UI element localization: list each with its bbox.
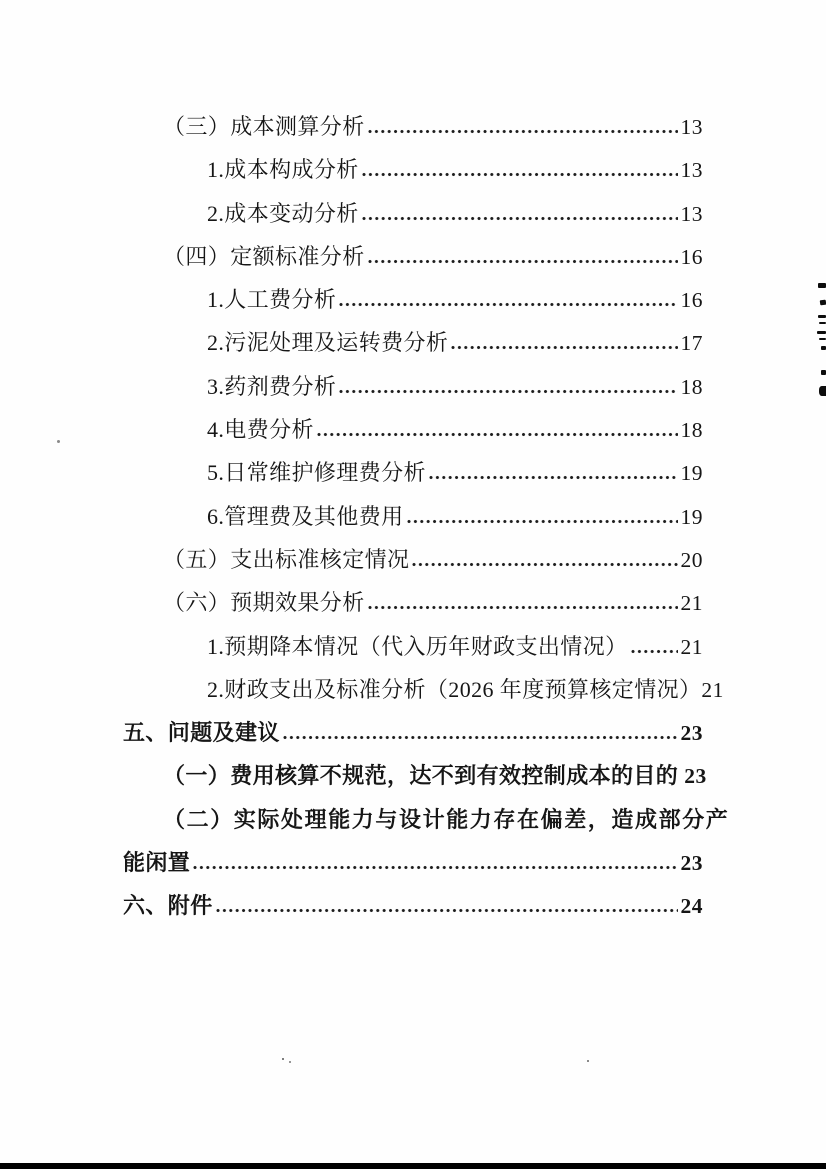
toc-entry-title: 3.药剂费分析 xyxy=(207,373,337,399)
dotted-leader xyxy=(362,216,678,221)
toc-row xyxy=(207,370,703,413)
dotted-leader xyxy=(339,302,677,307)
toc-row xyxy=(123,889,703,932)
toc-entry-title: 1.人工费分析 xyxy=(207,287,337,313)
toc-row xyxy=(207,456,703,499)
dotted-leader xyxy=(451,345,677,350)
toc-row xyxy=(207,673,724,716)
toc-entry-title: 5.日常维护修理费分析 xyxy=(207,460,426,486)
dotted-leader xyxy=(317,432,678,437)
toc-entry-title: 2.污泥处理及运转费分析 xyxy=(207,330,449,356)
toc-entry-title: 2.财政支出及标准分析（2026 年度预算核定情况） xyxy=(207,676,702,702)
scanner-bottom-bar xyxy=(0,1163,826,1169)
toc-entry-page-number: 21 xyxy=(680,591,703,616)
toc-row xyxy=(207,326,703,369)
scan-edge-mark-fragment xyxy=(820,300,826,306)
toc-row xyxy=(163,586,703,629)
table-of-contents xyxy=(123,110,730,933)
scan-noise-dot xyxy=(282,1058,284,1060)
toc-entry-title: （三）成本测算分析 xyxy=(163,114,365,139)
dotted-leader xyxy=(429,475,678,480)
toc-entry-page-number: 16 xyxy=(680,288,703,313)
toc-entry-title: （六）预期效果分析 xyxy=(163,590,365,616)
toc-entry-page-number: 19 xyxy=(680,504,703,529)
toc-row xyxy=(207,413,703,456)
dotted-leader xyxy=(368,605,678,610)
toc-entry-title: （一）费用核算不规范，达不到有效控制成本的目的 xyxy=(163,763,679,789)
toc-entry-title: 能闲置 xyxy=(123,850,191,876)
toc-row xyxy=(163,543,703,586)
dotted-leader xyxy=(339,389,677,394)
dotted-leader xyxy=(368,259,678,264)
dotted-leader xyxy=(631,649,678,654)
scan-edge-mark-fragment xyxy=(819,386,826,396)
toc-entry-page-number: 13 xyxy=(680,158,703,183)
toc-entry-page-number: 18 xyxy=(680,418,703,443)
scan-edge-mark-fragment xyxy=(818,315,826,318)
dotted-leader xyxy=(362,172,678,177)
scan-edge-mark-fragment xyxy=(818,283,826,288)
scan-edge-mark-fragment xyxy=(817,331,826,334)
toc-entry-page-number: 23 xyxy=(680,721,703,746)
toc-entry-title: 4.电费分析 xyxy=(207,417,314,443)
toc-row xyxy=(207,153,703,196)
dotted-leader xyxy=(283,735,678,740)
toc-entry-title: 6.管理费及其他费用 xyxy=(207,503,404,529)
toc-row xyxy=(163,759,707,802)
toc-entry-title: 六、附件 xyxy=(123,893,213,919)
toc-entry-page-number: 21 xyxy=(680,634,703,659)
scan-noise-dot xyxy=(289,1061,291,1063)
dotted-leader xyxy=(216,908,678,913)
scan-edge-mark-fragment xyxy=(819,338,826,340)
toc-entry-title: 2.成本变动分析 xyxy=(207,200,359,226)
dotted-leader xyxy=(368,129,678,134)
toc-row xyxy=(163,803,730,846)
dotted-leader xyxy=(407,519,678,524)
toc-entry-page-number: 21 xyxy=(701,677,724,702)
toc-row xyxy=(207,630,703,673)
toc-row xyxy=(123,716,703,759)
scan-edge-mark-fragment xyxy=(821,346,826,350)
toc-row xyxy=(207,197,703,240)
toc-row xyxy=(207,500,703,543)
toc-entry-page-number: 13 xyxy=(680,115,703,139)
toc-entry-title: （四）定额标准分析 xyxy=(163,243,365,269)
toc-entry-title: 1.预期降本情况（代入历年财政支出情况） xyxy=(207,633,628,659)
toc-entry-page-number: 24 xyxy=(680,894,703,919)
scan-edge-mark-fragment xyxy=(819,322,826,324)
toc-entry-title: 1.成本构成分析 xyxy=(207,157,359,183)
toc-entry-title: 五、问题及建议 xyxy=(123,720,280,746)
toc-row xyxy=(207,283,703,326)
toc-row xyxy=(123,846,703,889)
toc-entry-title: （五）支出标准核定情况 xyxy=(163,546,410,572)
toc-entry-page-number: 23 xyxy=(684,764,707,789)
toc-entry-page-number: 19 xyxy=(680,461,703,486)
scan-noise-dot xyxy=(587,1060,589,1062)
scan-noise-dot xyxy=(57,440,60,443)
toc-row xyxy=(163,240,703,283)
toc-row xyxy=(163,110,703,153)
toc-entry-page-number: 20 xyxy=(680,547,703,572)
toc-entry-title: （二）实际处理能力与设计能力存在偏差，造成部分产 xyxy=(163,806,730,832)
toc-entry-page-number: 13 xyxy=(680,201,703,226)
toc-entry-page-number: 18 xyxy=(680,374,703,399)
dotted-leader xyxy=(193,865,677,870)
toc-entry-page-number: 17 xyxy=(680,331,703,356)
dotted-leader xyxy=(412,562,677,567)
toc-entry-page-number: 16 xyxy=(680,244,703,269)
toc-entry-page-number: 23 xyxy=(680,851,703,876)
scan-edge-mark-fragment xyxy=(821,370,826,375)
